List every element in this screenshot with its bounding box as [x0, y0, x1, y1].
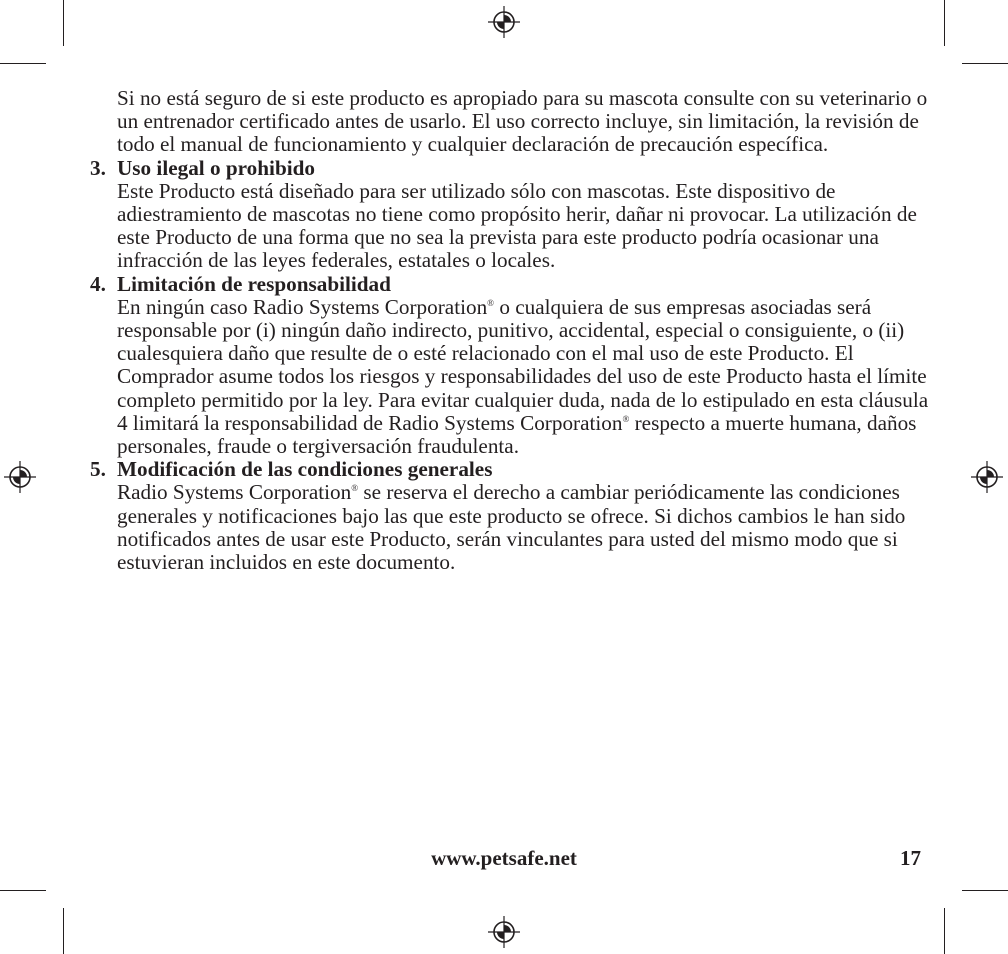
- intro-paragraph: Si no está seguro de si este producto es apropiado para su mascota consulte con su veterinario o un entrenador certificado antes de usarlo. El uso correcto incluye, sin limitación, la revisión de todo el manual de funcionamiento y cualquier declaración de precaución específica.: [117, 86, 928, 157]
- section-heading: Uso ilegal o prohibido: [117, 155, 315, 180]
- section-body: Radio Systems Corporation® se reserva el derecho a cambiar periódicamente las condiciones generales y notificaciones bajo las que este producto se ofrece. Si dichos cambios le han sido notificados antes de usar este Producto, serán vinculantes para usted del mismo modo que si estuvieran incluidos en este documento.: [117, 480, 906, 575]
- section-4: [90, 273, 930, 459]
- section-number: 4.: [90, 271, 106, 296]
- crop-mark-icon: [944, 0, 945, 46]
- registration-mark-icon: [3, 460, 37, 494]
- crop-mark-icon: [962, 890, 1008, 891]
- footer-url[interactable]: www.petsafe.net: [431, 846, 577, 870]
- registration-mark-icon: [970, 460, 1004, 494]
- crop-mark-icon: [0, 63, 46, 64]
- page-content: [90, 87, 930, 574]
- section-body: Este Producto está diseñado para ser utilizado sólo con mascotas. Este dispositivo de adiestramiento de mascotas no tiene como propósito herir, dañar ni provocar. La utilización de este Producto de una forma que no sea la prevista para este producto podría ocasionar una infracción de las leyes federales, estatales o locales.: [117, 178, 917, 273]
- page-number: 17: [900, 846, 921, 870]
- registered-mark: ®: [622, 413, 630, 424]
- crop-mark-icon: [0, 890, 46, 891]
- crop-mark-icon: [962, 63, 1008, 64]
- section-body: En ningún caso Radio Systems Corporation® o cualquiera de sus empresas asociadas será responsable por (i) ningún daño indirecto, punitivo, accidental, especial o consiguiente, o (ii) cualesquiera daño que resulte de o esté relacionado con el mal uso de este Producto. El Comprador asume todos los riesgos y responsabilidades del uso de este Producto hasta el límite completo permitido por la ley. Para evitar cualquier duda, nada de lo estipulado en esta cláusula 4 limitará la responsabilidad de Radio Systems Corporation® respecto a muerte humana, daños personales, fraude o tergiversación fraudulenta.: [117, 294, 929, 459]
- crop-mark-icon: [944, 908, 945, 954]
- registered-mark: ®: [487, 297, 495, 308]
- section-number: 3.: [90, 155, 106, 180]
- crop-mark-icon: [63, 0, 64, 46]
- registered-mark: ®: [351, 483, 359, 494]
- registration-mark-icon: [487, 915, 521, 949]
- section-3: [90, 157, 930, 273]
- section-heading: Modificación de las condiciones generales: [117, 457, 493, 482]
- section-5: [90, 458, 930, 574]
- section-heading: Limitación de responsabilidad: [117, 271, 391, 296]
- registration-mark-icon: [487, 5, 521, 39]
- section-number: 5.: [90, 457, 106, 482]
- crop-mark-icon: [63, 908, 64, 954]
